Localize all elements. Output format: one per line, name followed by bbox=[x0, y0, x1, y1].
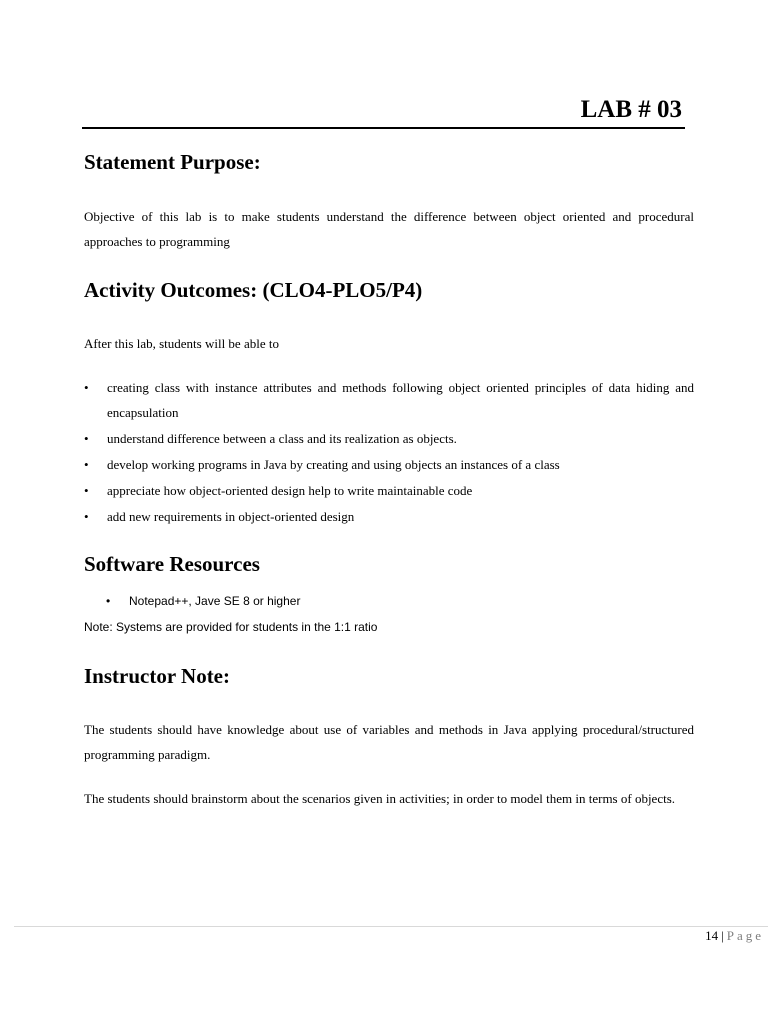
footer-rule bbox=[14, 926, 768, 927]
bullet-icon: • bbox=[84, 457, 89, 472]
statement-purpose-text: Objective of this lab is to make students understand the difference between object oriented and procedural approaches to programming bbox=[84, 209, 694, 249]
bullet-icon: • bbox=[84, 509, 89, 524]
activity-outcomes-heading: Activity Outcomes: (CLO4-PLO5/P4) bbox=[84, 278, 423, 302]
page-label: Page bbox=[726, 928, 764, 943]
activity-outcomes-intro: After this lab, students will be able to bbox=[84, 336, 279, 351]
page-footer bbox=[705, 928, 764, 944]
instructor-note-paragraph-2: The students should brainstorm about the scenarios given in activities; in order to model them in terms of objects. bbox=[84, 791, 676, 806]
list-item: • understand difference between a class and its realization as objects. bbox=[84, 426, 694, 451]
instructor-note-heading: Instructor Note: bbox=[84, 664, 230, 688]
instructor-note-paragraph-1: The students should have knowledge about use of variables and methods in Java applying procedural/structured programming paradigm. bbox=[84, 722, 694, 762]
list-item: • develop working programs in Java by creating and using objects an instances of a class bbox=[84, 452, 694, 477]
bullet-icon: • bbox=[84, 483, 89, 498]
statement-purpose-heading: Statement Purpose: bbox=[84, 150, 261, 174]
list-item: • add new requirements in object-oriented design bbox=[84, 504, 694, 529]
activity-outcomes-list bbox=[84, 375, 694, 530]
footer-separator: | bbox=[721, 928, 724, 943]
page-number: 14 bbox=[705, 928, 719, 943]
bullet-icon: • bbox=[84, 380, 89, 395]
bullet-icon: • bbox=[84, 431, 89, 446]
list-item: • appreciate how object-oriented design help to write maintainable code bbox=[84, 478, 694, 503]
software-resources-heading: Software Resources bbox=[84, 552, 260, 576]
lab-title: LAB # 03 bbox=[580, 96, 682, 123]
software-note: Note: Systems are provided for students in the 1:1 ratio bbox=[84, 620, 378, 634]
list-item: • creating class with instance attributes and methods following object oriented principles of data hiding and encapsulation bbox=[84, 375, 694, 425]
software-resources-list bbox=[106, 590, 300, 612]
bullet-icon: • bbox=[106, 594, 111, 608]
list-item: • Notepad++, Jave SE 8 or higher bbox=[106, 590, 300, 612]
title-rule bbox=[82, 127, 685, 129]
